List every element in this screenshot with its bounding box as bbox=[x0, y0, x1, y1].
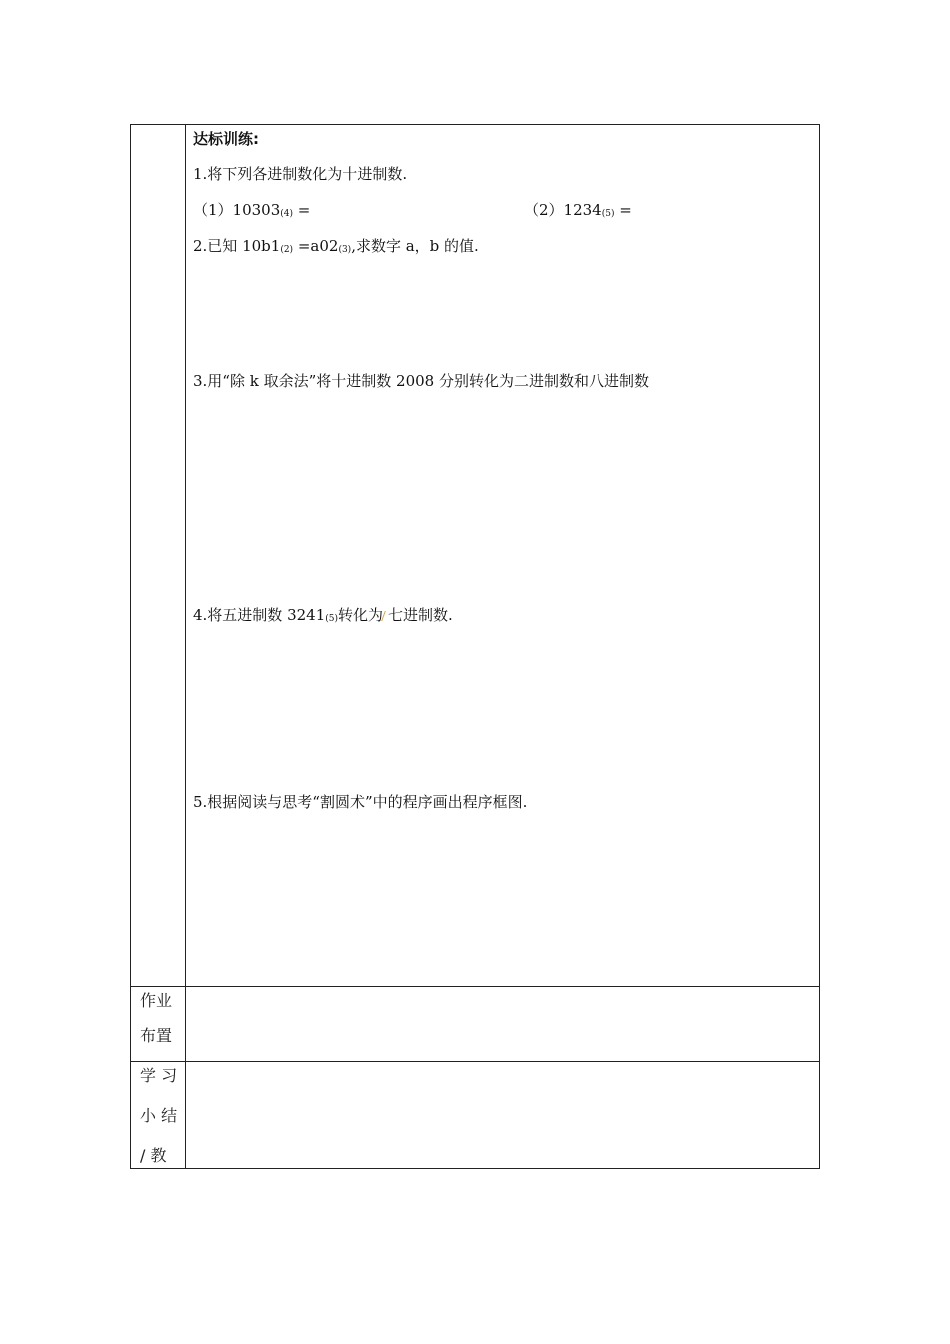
question-1-part-2 bbox=[524, 200, 632, 223]
question-2-base-b: (3) bbox=[338, 245, 352, 255]
question-4-text-b: 转化为 bbox=[338, 606, 384, 624]
summary-label-line-3: / 教 bbox=[140, 1146, 167, 1165]
summary-label-line-1: 学 习 bbox=[140, 1066, 178, 1085]
question-2-text-a: 2.已知 10b1 bbox=[193, 237, 281, 255]
table-left-border bbox=[130, 124, 131, 1169]
table-bottom-border bbox=[130, 1168, 820, 1169]
part-2-equals: = bbox=[614, 201, 632, 219]
question-2-text-b: =a02 bbox=[293, 237, 339, 255]
question-2-text-c: ,求数字 a，b 的值. bbox=[351, 237, 479, 255]
part-1-number: （1）10303 bbox=[193, 201, 281, 219]
table-right-border bbox=[819, 124, 820, 1169]
part-1-base: (4) bbox=[280, 209, 294, 219]
part-2-number: （2）1234 bbox=[524, 201, 602, 219]
question-2 bbox=[193, 236, 479, 259]
column-divider bbox=[185, 124, 186, 1169]
row-divider-homework bbox=[130, 986, 820, 987]
question-1: 1.将下列各进制数化为十进制数. bbox=[193, 165, 408, 183]
summary-label-line-2: 小 结 bbox=[140, 1106, 178, 1125]
part-1-equals: = bbox=[293, 201, 311, 219]
question-2-base-a: (2) bbox=[280, 245, 294, 255]
question-3: 3.用“除 k 取余法”将十进制数 2008 分别转化为二进制数和八进制数 bbox=[193, 372, 649, 390]
row-divider-summary bbox=[130, 1061, 820, 1062]
question-5: 5.根据阅读与思考“割圆术”中的程序画出程序框图. bbox=[193, 793, 528, 811]
table-top-border bbox=[130, 124, 820, 125]
question-4-base: (5) bbox=[325, 614, 339, 624]
question-4-text-c: 七进制数. bbox=[388, 606, 453, 624]
question-1-part-1 bbox=[193, 200, 310, 223]
part-2-base: (5) bbox=[601, 209, 615, 219]
question-4-text-a: 4.将五进制数 3241 bbox=[193, 606, 326, 624]
question-4 bbox=[193, 605, 453, 628]
homework-label-line-2: 布置 bbox=[140, 1026, 173, 1045]
section-heading: 达标训练: bbox=[193, 130, 259, 148]
homework-label-line-1: 作业 bbox=[140, 991, 173, 1010]
